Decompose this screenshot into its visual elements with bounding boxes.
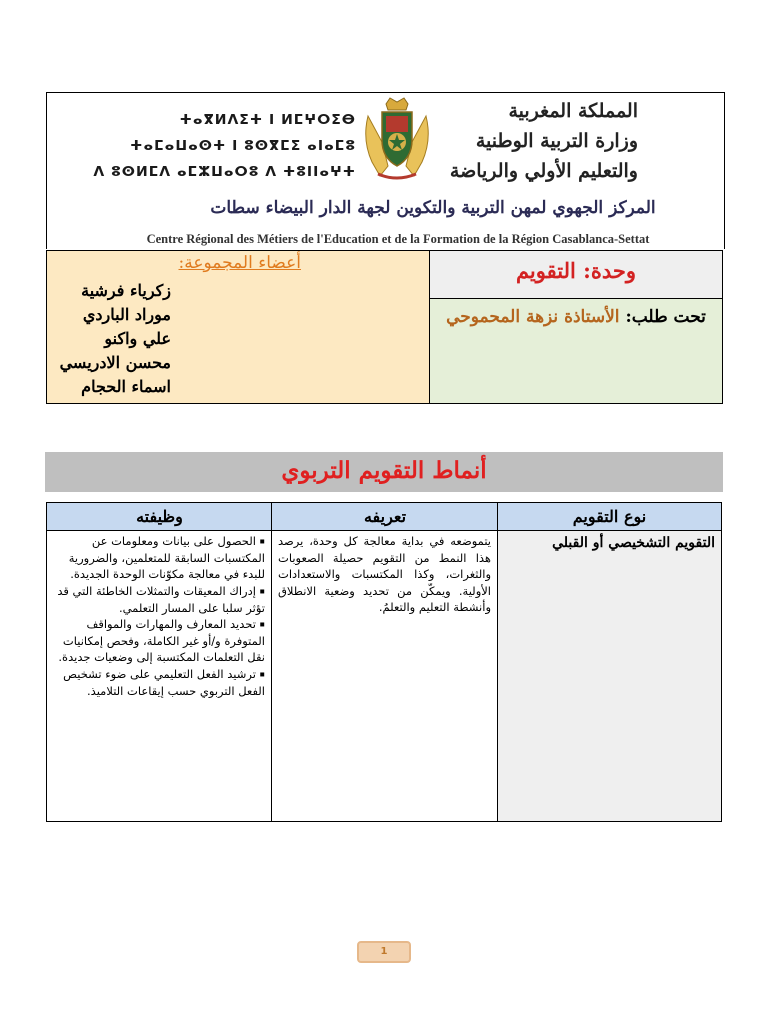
function-item: ▪ إدراك المعيقات والتمثلات الخاطئة التي قد تؤثر سلبا على المسار التعلمي.	[57, 583, 265, 615]
members-title: أعضاء المجموعة:	[178, 253, 301, 273]
centre-name-french: Centre Régional des Métiers de l'Education et de la Formation de la Région Casablanca-Settat	[146, 232, 650, 246]
moroccan-crest-logo	[360, 96, 434, 182]
section-banner	[45, 452, 723, 492]
cell-function	[47, 531, 271, 699]
tifinagh-line-3: ⴷ ⵓⵙⵍⵎⴷ ⴰⵎⵣⵡⴰⵔⵓ ⴷ ⵜⵓⵏⵏⴰⵖⵜ	[93, 164, 356, 180]
tifinagh-line-1: ⵜⴰⴳⵍⴷⵉⵜ ⵏ ⵍⵎⵖⵔⵉⴱ	[179, 112, 356, 128]
header-arabic-line-1: المملكة المغربية	[508, 100, 638, 122]
member-name: علي واكنو	[104, 329, 171, 348]
info-table	[46, 250, 723, 404]
evaluation-table	[46, 502, 722, 822]
supervisor-cell	[430, 299, 722, 403]
tifinagh-line-2: ⵜⴰⵎⴰⵡⴰⵙⵜ ⵏ ⵓⵙⴳⵎⵉ ⴰⵏⴰⵎⵓ	[130, 138, 356, 154]
function-text: تحديد المعارف والمهارات والمواقف المتوفرة و/أو غير الكاملة، وفحص إمكانيات نقل التعلمات المكتسبة إلى وضعيات جديدة.	[58, 617, 265, 665]
member-name: موراد الباردي	[82, 305, 171, 324]
member-name: زكرياء فرشية	[81, 281, 171, 300]
header-type: نوع التقويم	[498, 503, 721, 531]
unit-title: وحدة: التقويم	[515, 258, 637, 283]
function-text: الحصول على بيانات ومعلومات عن المكتسبات السابقة للمتعلمين، والضرورية للبدء في معالجة مكوّنات الوحدة الجديدة.	[68, 534, 265, 582]
section-title: أنماط التقويم التربوي	[281, 457, 487, 484]
member-name: محسن الادريسي	[59, 353, 171, 372]
supervisor-label: تحت طلب:	[625, 307, 706, 327]
function-text: ترشيد الفعل التعليمي على ضوء تشخيص الفعل التربوي حسب إيقاعات التلاميذ.	[63, 666, 265, 698]
members-cell	[47, 251, 430, 403]
cell-definition: يتموضعه في بداية معالجة كل وحدة، يرصد هذا النمط من التقويم حصيلة الصعوبات والثغرات، وكذا المكتسبات والاستعدادات الأولية. ويمكّن من تحديد وضعية الانطلاق وأنشطة التعليم والتعلمُ.	[278, 534, 491, 614]
page-number: 1	[357, 941, 411, 963]
header-function: وظيفته	[47, 503, 272, 531]
cell-type: التقويم التشخيصي أو القبلي	[498, 531, 721, 821]
header-arabic-line-2: وزارة التربية الوطنية	[475, 130, 638, 152]
member-name: اسماء الحجام	[81, 377, 171, 396]
supervisor-name: الأستاذة نزهة المحموحي	[446, 307, 620, 327]
unit-cell	[430, 251, 722, 299]
header-arabic-line-3: والتعليم الأولي والرياضة	[449, 160, 638, 182]
centre-name-arabic: المركز الجهوي لمهن التربية والتكوين لجهة الدار البيضاء سطات	[210, 198, 656, 218]
header-definition: تعريفه	[272, 503, 498, 531]
function-item: ▪ الحصول على بيانات ومعلومات عن المكتسبات السابقة للمتعلمين، والضرورية للبدء في معالجة مكوّنات الوحدة الجديدة.	[68, 534, 265, 582]
function-item: ▪ ترشيد الفعل التعليمي على ضوء تشخيص الفعل التربوي حسب إيقاعات التلاميذ.	[63, 666, 265, 698]
function-text: إدراك المعيقات والتمثلات الخاطئة التي قد تؤثر سلبا على المسار التعلمي.	[57, 583, 265, 615]
function-item: ▪ تحديد المعارف والمهارات والمواقف المتوفرة و/أو غير الكاملة، وفحص إمكانيات نقل التعلمات المكتسبة إلى وضعيات جديدة.	[58, 617, 265, 665]
